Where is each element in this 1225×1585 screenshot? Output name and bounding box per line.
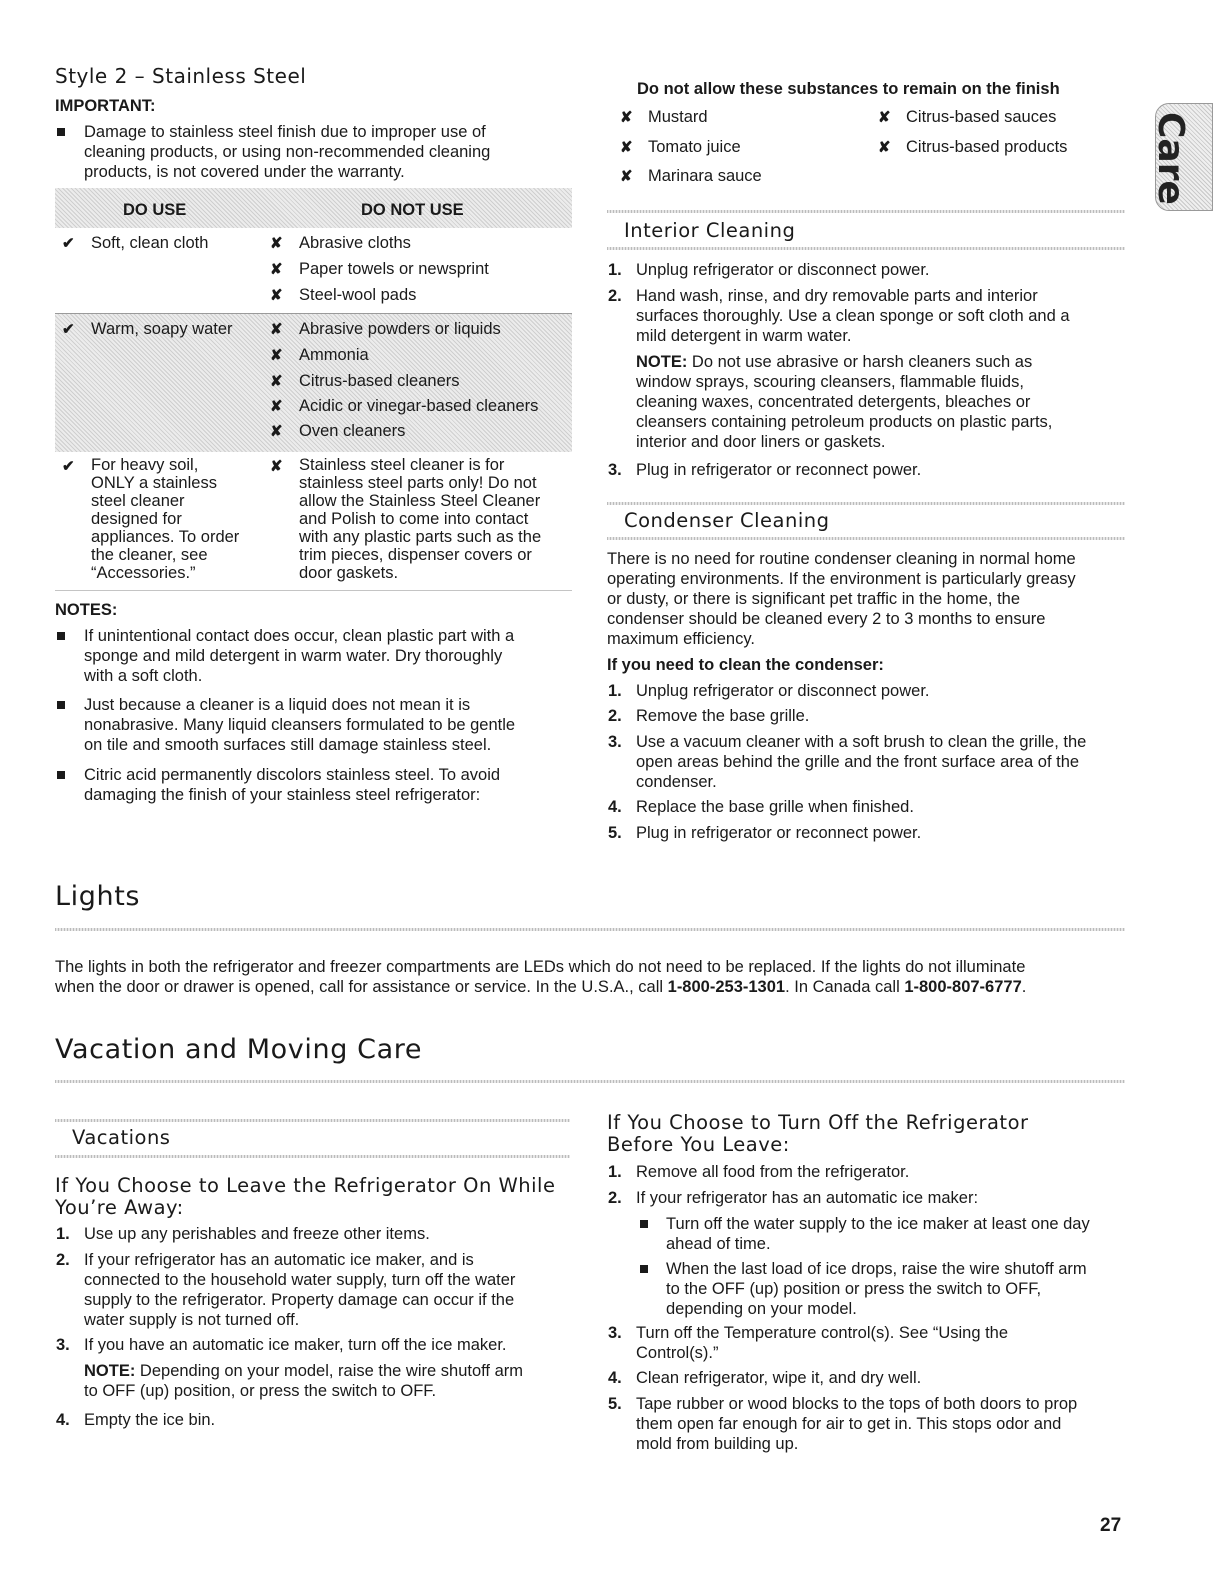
step-line: Remove the base grille. [636, 707, 810, 725]
check-icon: ✔ [62, 321, 75, 338]
note-line: cleansers containing petroleum products on plastic parts, [636, 413, 1053, 431]
step-number: 3. [608, 733, 622, 751]
para-line: There is no need for routine condenser cleaning in normal home [607, 550, 1076, 568]
turn-off-step [608, 1368, 921, 1388]
x-icon: ✘ [620, 139, 633, 156]
turn-off-title [607, 1112, 1029, 1156]
row2-dont-item: Citrus-based cleaners [299, 372, 460, 390]
step-line: mild detergent in warm water. [636, 327, 852, 345]
note-line: damaging the finish of your stainless steel refrigerator: [84, 786, 481, 804]
step-number: 5. [608, 1395, 622, 1413]
x-icon: ✘ [270, 398, 283, 415]
step-line: open areas behind the grille and the front surface area of the [636, 753, 1080, 771]
step-number: 2. [608, 287, 622, 305]
row3-do-line: “Accessories.” [91, 564, 196, 582]
x-icon: ✘ [270, 373, 283, 390]
bullet-line: ahead of time. [666, 1235, 771, 1253]
condenser-rule-top [607, 502, 1125, 505]
important-line: cleaning products, or using non-recommended cleaning [84, 143, 491, 161]
important-label: IMPORTANT: [55, 97, 156, 115]
step-line: Tape rubber or wood blocks to the tops of both doors to prop [636, 1395, 1078, 1413]
note-bullet [57, 765, 577, 805]
note-bullet [57, 626, 577, 686]
interior-rule-bottom [607, 247, 1125, 250]
bullet-square-icon [640, 1220, 648, 1228]
para-line: or dusty, or there is significant pet traffic in the home, the [607, 590, 1021, 608]
interior-step [608, 460, 921, 480]
step-number: 4. [56, 1411, 70, 1429]
condenser-step [608, 681, 930, 701]
row2-dont-item: Abrasive powders or liquids [299, 320, 501, 338]
table-header-do: DO USE [123, 201, 187, 219]
vacations-rule-bottom [55, 1155, 570, 1158]
bullet-square-icon [57, 632, 65, 640]
row3-dont-line: door gaskets. [299, 564, 399, 582]
vacations-rule-top [55, 1119, 570, 1122]
style-title: Style 2 – Stainless Steel [55, 64, 307, 88]
step-number: 2. [608, 1189, 622, 1207]
step-line: Unplug refrigerator or disconnect power. [636, 261, 930, 279]
step-line: If your refrigerator has an automatic ice maker, and is [84, 1251, 474, 1269]
row2-dont-item: Ammonia [299, 346, 369, 364]
step-line: If you have an automatic ice maker, turn off the ice maker. [84, 1336, 507, 1354]
note-line: on tile and smooth surfaces still damage stainless steel. [84, 736, 492, 754]
interior-step [608, 260, 930, 280]
turn-off-step [608, 1188, 978, 1208]
leave-on-step [56, 1335, 523, 1401]
row3-dont-line: trim pieces, dispenser covers or [299, 546, 532, 564]
interior-title: Interior Cleaning [624, 219, 796, 242]
lights-text: when the door or drawer is opened, call for assistance or service. In the U.S.A., call [55, 978, 668, 996]
row3-do-line: appliances. To order [91, 528, 240, 546]
x-icon: ✘ [878, 109, 891, 126]
row3-dont-line: with any plastic parts such as the [299, 528, 542, 546]
turn-off-step [608, 1394, 1077, 1454]
row3-do-line: ONLY a stainless [91, 474, 217, 492]
interior-rule-top [607, 210, 1125, 213]
para-line: operating environments. If the environment is particularly greasy [607, 570, 1076, 588]
x-icon: ✘ [270, 321, 283, 338]
step-line: them open far enough for air to get in. This stops odor and [636, 1415, 1062, 1433]
x-icon: ✘ [878, 139, 891, 156]
title-line: If You Choose to Turn Off the Refrigerator [607, 1111, 1029, 1134]
lights-rule [55, 928, 1125, 931]
step-number: 1. [56, 1225, 70, 1243]
step-line: Clean refrigerator, wipe it, and dry well. [636, 1369, 922, 1387]
step-line: surfaces thoroughly. Use a clean sponge or soft cloth and a [636, 307, 1070, 325]
row2-dont-item: Acidic or vinegar-based cleaners [299, 397, 539, 415]
turn-off-bullet [640, 1214, 1090, 1254]
lights-text: . In Canada call [785, 978, 905, 996]
substance-item: Citrus-based sauces [906, 108, 1057, 126]
phone-ca: 1-800-807-6777 [904, 978, 1022, 996]
table-header-dont: DO NOT USE [361, 201, 464, 219]
step-line: Unplug refrigerator or disconnect power. [636, 682, 930, 700]
important-line: Damage to stainless steel finish due to improper use of [84, 123, 486, 141]
step-line: water supply is not turned off. [84, 1311, 300, 1329]
leave-on-title [55, 1175, 555, 1219]
notes-label: NOTES: [55, 601, 118, 619]
turn-off-step [608, 1323, 1008, 1363]
care-side-tab [1150, 103, 1213, 211]
row3-do-line: the cleaner, see [91, 546, 208, 564]
x-icon: ✘ [270, 347, 283, 364]
check-icon: ✔ [62, 458, 75, 475]
bullet-square-icon [57, 771, 65, 779]
row2-do: Warm, soapy water [91, 320, 233, 338]
page-number: 27 [1100, 1515, 1122, 1536]
condenser-rule-bottom [607, 537, 1125, 540]
row1-do: Soft, clean cloth [91, 234, 209, 252]
x-icon: ✘ [270, 261, 283, 278]
bullet-line: depending on your model. [666, 1300, 857, 1318]
leave-on-step [56, 1224, 430, 1244]
step-line: Plug in refrigerator or reconnect power. [636, 824, 922, 842]
care-tab-label: Care [1150, 112, 1191, 205]
x-icon: ✘ [270, 458, 283, 475]
row3-dont-line: and Polish to come into contact [299, 510, 529, 528]
lights-line: The lights in both the refrigerator and freezer compartments are LEDs which do not need to be replaced. If the lights do not illuminate [55, 958, 1026, 976]
interior-step [608, 286, 1070, 452]
step-number: 3. [56, 1336, 70, 1354]
leave-on-step [56, 1250, 515, 1330]
step-line: supply to the refrigerator. Property damage can occur if the [84, 1291, 515, 1309]
row3-dont [299, 456, 541, 582]
substance-item: Tomato juice [648, 138, 741, 156]
note-line: Just because a cleaner is a liquid does not mean it is [84, 696, 471, 714]
condenser-step [608, 823, 921, 843]
title-line: Before You Leave: [607, 1133, 790, 1156]
condenser-step [608, 706, 809, 726]
note-bullet [57, 695, 577, 755]
step-line: If your refrigerator has an automatic ice maker: [636, 1189, 979, 1207]
title-line: You’re Away: [55, 1196, 184, 1219]
lights-text: . [1021, 978, 1027, 996]
step-number: 2. [56, 1251, 70, 1269]
row3-do-line: steel cleaner [91, 492, 185, 510]
lights-title: Lights [55, 881, 141, 912]
substance-item: Citrus-based products [906, 138, 1068, 156]
x-icon: ✘ [270, 287, 283, 304]
substances-heading: Do not allow these substances to remain on the finish [637, 80, 1060, 98]
lights-line [55, 977, 1026, 997]
vacation-rule [55, 1080, 1125, 1083]
step-number: 4. [608, 1369, 622, 1387]
row2-dont-item: Oven cleaners [299, 422, 406, 440]
step-number: 3. [608, 1324, 622, 1342]
step-number: 1. [608, 682, 622, 700]
row3-dont-line: Stainless steel cleaner is for [299, 456, 505, 474]
vacation-title: Vacation and Moving Care [55, 1034, 423, 1065]
x-icon: ✘ [620, 168, 633, 185]
note-line: cleaning waxes, concentrated detergents, bleaches or [636, 393, 1031, 411]
condenser-subheading: If you need to clean the condenser: [607, 656, 884, 674]
bullet-square-icon [57, 128, 65, 136]
table-bottom-line [55, 590, 572, 591]
step-line: Remove all food from the refrigerator. [636, 1163, 910, 1181]
note-line: interior and door liners or gaskets. [636, 433, 886, 451]
note-line: If unintentional contact does occur, clean plastic part with a [84, 627, 515, 645]
note-line: sponge and mild detergent in warm water. Dry thoroughly [84, 647, 503, 665]
row3-do-line: For heavy soil, [91, 456, 199, 474]
step-line: Plug in refrigerator or reconnect power. [636, 461, 922, 479]
para-line: condenser should be cleaned every 2 to 3 months to ensure [607, 610, 1046, 628]
condenser-paragraph [607, 549, 1076, 649]
phone-us: 1-800-253-1301 [667, 978, 786, 996]
bullet-line: Turn off the water supply to the ice maker at least one day [666, 1215, 1090, 1233]
x-icon: ✘ [270, 235, 283, 252]
step-number: 1. [608, 261, 622, 279]
note-line: Do not use abrasive or harsh cleaners such as [687, 353, 1033, 371]
step-number: 4. [608, 798, 622, 816]
bullet-line: When the last load of ice drops, raise the wire shutoff arm [666, 1260, 1087, 1278]
turn-off-bullet [640, 1259, 1087, 1319]
bullet-square-icon [57, 701, 65, 709]
condenser-step [608, 797, 914, 817]
turn-off-step [608, 1162, 909, 1182]
title-line: If You Choose to Leave the Refrigerator On While [55, 1174, 556, 1197]
note-line: Citric acid permanently discolors stainless steel. To avoid [84, 766, 501, 784]
step-number: 3. [608, 461, 622, 479]
row3-do-line: designed for [91, 510, 182, 528]
substance-item: Mustard [648, 108, 708, 126]
x-icon: ✘ [620, 109, 633, 126]
row2-top-line [55, 313, 572, 314]
row3-dont-line: allow the Stainless Steel Cleaner [299, 492, 541, 510]
x-icon: ✘ [270, 423, 283, 440]
note-line: nonabrasive. Many liquid cleansers formulated to be gentle [84, 716, 516, 734]
note-line: window sprays, scouring cleansers, flammable fluids, [636, 373, 1024, 391]
row1-dont-item: Abrasive cloths [299, 234, 411, 252]
note-line: Depending on your model, raise the wire shutoff arm [135, 1362, 523, 1380]
row3-dont-line: stainless steel parts only! Do not [299, 474, 537, 492]
lights-paragraph [55, 957, 1026, 997]
note-line: to OFF (up) position, or press the switch to OFF. [84, 1382, 437, 1400]
step-line: Use a vacuum cleaner with a soft brush to clean the grille, the [636, 733, 1087, 751]
step-line: Turn off the Temperature control(s). See “Using the [636, 1324, 1009, 1342]
step-number: 2. [608, 707, 622, 725]
step-line: Use up any perishables and freeze other items. [84, 1225, 430, 1243]
important-line: products, is not covered under the warranty. [84, 163, 405, 181]
note-line: with a soft cloth. [84, 667, 203, 685]
note-label: NOTE: [636, 353, 688, 371]
check-icon: ✔ [62, 235, 75, 252]
condenser-step [608, 732, 1086, 792]
leave-on-step [56, 1410, 215, 1430]
bullet-square-icon [640, 1265, 648, 1273]
vacations-label: Vacations [72, 1126, 171, 1149]
important-bullet [57, 122, 577, 182]
step-line: Empty the ice bin. [84, 1411, 216, 1429]
para-line: maximum efficiency. [607, 630, 755, 648]
step-line: Replace the base grille when finished. [636, 798, 914, 816]
row1-dont-item: Steel-wool pads [299, 286, 417, 304]
step-number: 5. [608, 824, 622, 842]
condenser-title: Condenser Cleaning [624, 509, 830, 532]
bullet-line: to the OFF (up) position or press the switch to OFF, [666, 1280, 1042, 1298]
step-number: 1. [608, 1163, 622, 1181]
substance-item: Marinara sauce [648, 167, 762, 185]
step-line: mold from building up. [636, 1435, 799, 1453]
step-line: Hand wash, rinse, and dry removable parts and interior [636, 287, 1038, 305]
row1-dont-item: Paper towels or newsprint [299, 260, 489, 278]
step-line: condenser. [636, 773, 717, 791]
row3-do [91, 456, 239, 582]
step-line: Control(s).” [636, 1344, 719, 1362]
note-label: NOTE: [84, 1362, 136, 1380]
step-line: connected to the household water supply, turn off the water [84, 1271, 516, 1289]
